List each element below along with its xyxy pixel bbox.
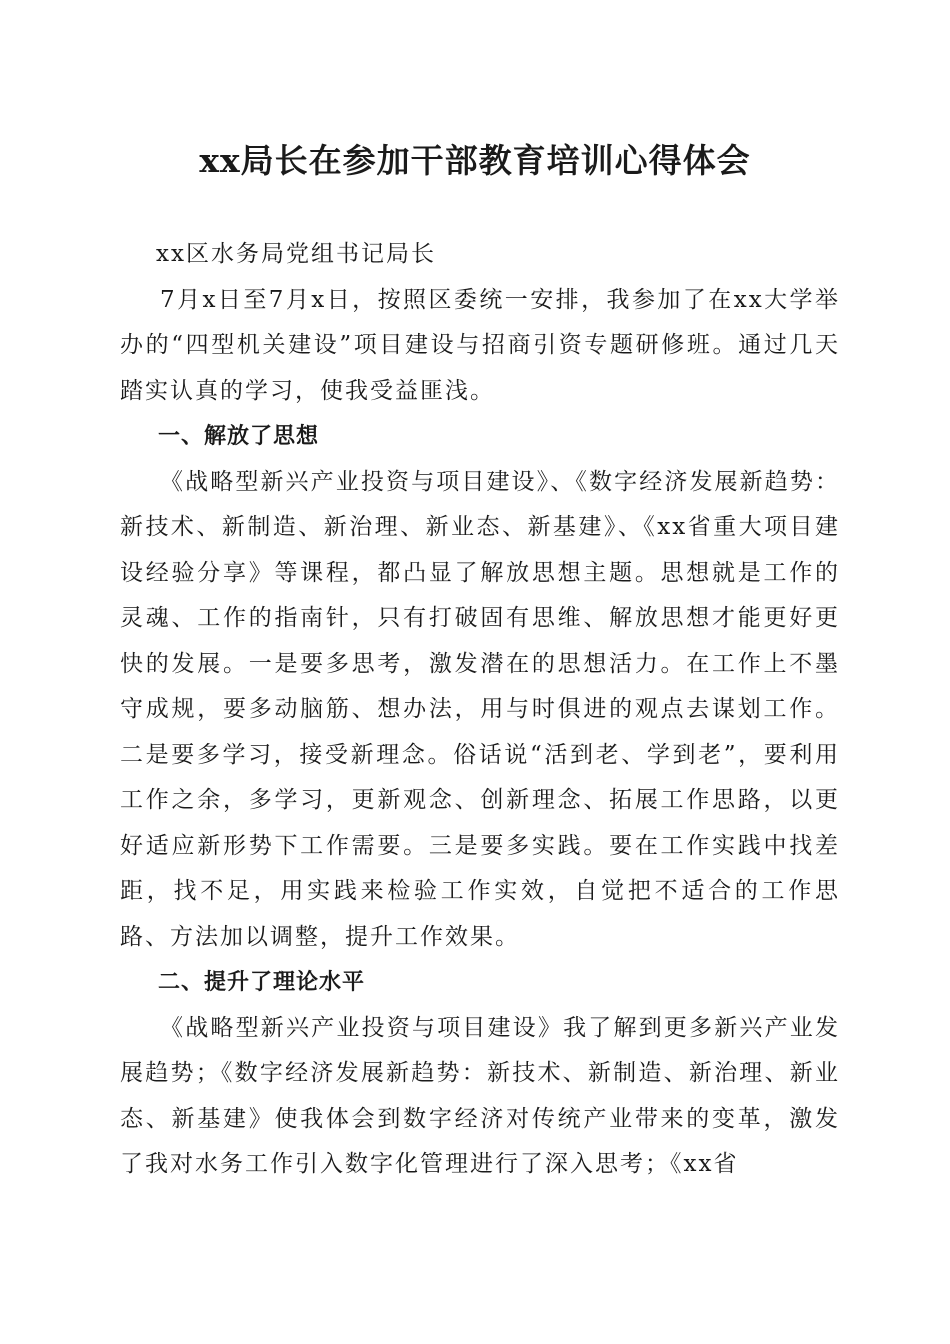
section-paragraph-1: 《战略型新兴产业投资与项目建设》、《数字经济发展新趋势：新技术、新制造、新治理、新业态、新基建》、《xx省重大项目建设经验分享》等课程，都凸显了解放思想主题。思想就是工作的灵魂、工作的指南针，只有打破固有思维、解放思想才能更好更快的发展。一是要多思考，激发潜在的思想活力。在工作上不墨守成规，要多动脑筋、想办法，用与时俱进的观点去谋划工作。二是要多学习，接受新理念。俗话说“活到老、学到老”，要利用工作之余，多学习，更新观念、创新理念、拓展工作思路，以更好适应新形势下工作需要。三是要多实践。要在工作实践中找差距，找不足，用实践来检验工作实效，自觉把不适合的工作思路、方法加以调整，提升工作效果。	[120, 468, 840, 950]
document-body	[120, 232, 840, 1188]
section-heading-2: 二、提升了理论水平	[158, 970, 366, 995]
author-byline: xx区水务局党组书记局长	[156, 241, 436, 267]
intro-paragraph: 7月x日至7月x日，按照区委统一安排，我参加了在xx大学举办的“四型机关建设”项目建设与招商引资专题研修班。通过几天踏实认真的学习，使我受益匪浅。	[120, 286, 840, 404]
section-heading-1: 一、解放了思想	[158, 424, 320, 449]
section-paragraph-2: 《战略型新兴产业投资与项目建设》我了解到更多新兴产业发展趋势；《数字经济发展新趋势：新技术、新制造、新治理、新业态、新基建》使我体会到数字经济对传统产业带来的变革，激发了我对水务工作引入数字化管理进行了深入思考；《xx省	[120, 1014, 840, 1177]
document-title: xx局长在参加干部教育培训心得体会	[199, 141, 751, 180]
